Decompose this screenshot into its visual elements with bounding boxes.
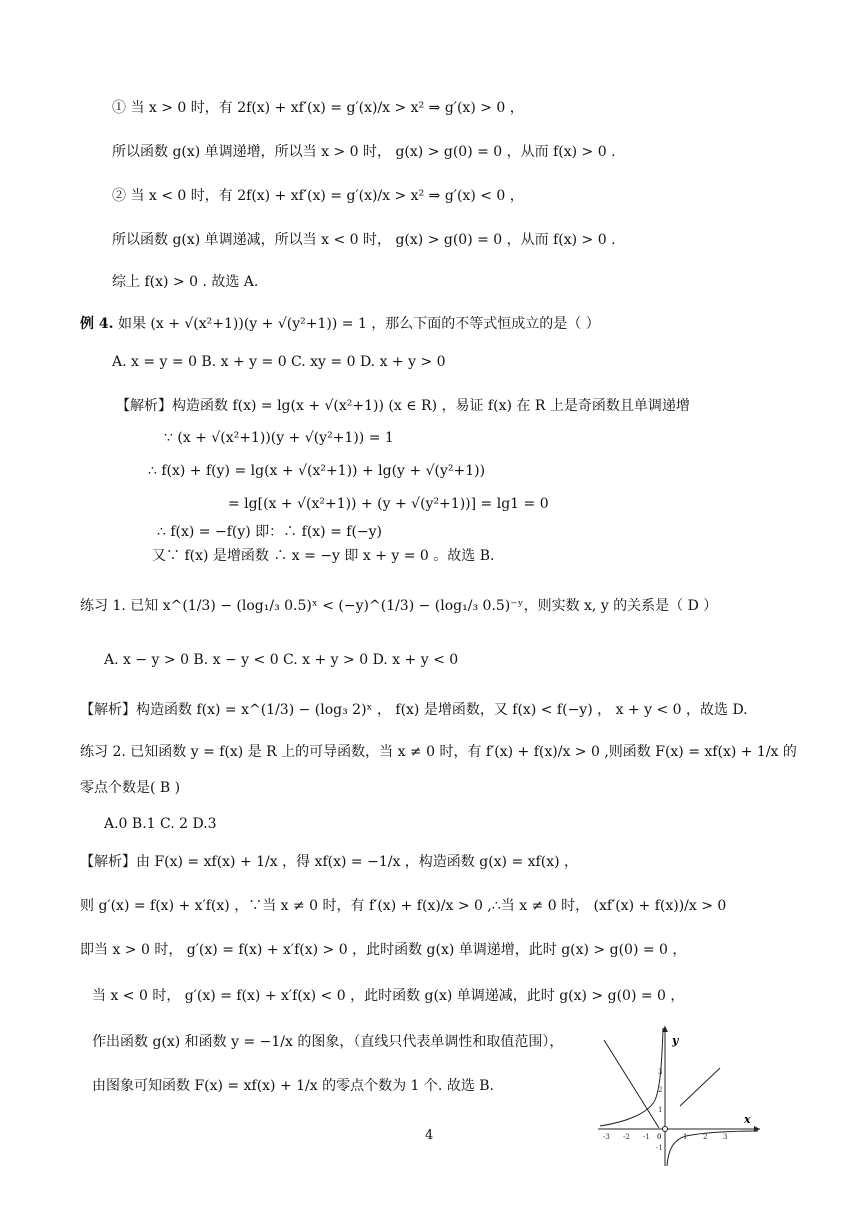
text-content: 又∵ f(x) 是增函数 ∴ x = −y 即 x + y = 0 。故选 B.	[152, 548, 495, 564]
x-tick-label: -2	[623, 1133, 630, 1141]
origin-open-point	[663, 1127, 668, 1132]
text-line	[116, 396, 690, 416]
text-line	[92, 1032, 563, 1052]
text-content: 【解析】构造函数 f(x) = x^(1/3) − (log₃ 2)ˣ ， f(x) 是增函数，又 f(x) < f(−y) ， x + y < 0 ，故选 D.	[80, 702, 748, 718]
text-content: 练习 1. 已知 x^(1/3) − (log₁/₃ 0.5)ˣ < (−y)^(1/3) − (log₁/₃ 0.5)⁻ʸ，则实数 x, y 的关系是（ D ）	[80, 598, 718, 614]
text-line	[157, 522, 382, 542]
text-content: 【解析】构造函数 f(x) = lg(x + √(x²+1)) (x ∈ R) ，易证 f(x) 在 R 上是奇函数且单调递增	[116, 398, 690, 414]
text-content: 当 x < 0 时， g′(x) = f(x) + x′f(x) < 0 ，此时函数 g(x) 单调递减，此时 g(x) > g(0) = 0 ，	[92, 988, 685, 1004]
text-content: A.0 B.1 C. 2 D.3	[104, 816, 217, 832]
text-line	[80, 596, 717, 616]
text-content: ② 当 x < 0 时，有 2f(x) + xf′(x) = g′(x)/x > x² ⇒ g′(x) < 0 ，	[112, 188, 524, 204]
increasing-line	[680, 1068, 720, 1106]
text-line	[80, 778, 180, 798]
text-line	[112, 272, 258, 292]
text-content: 即当 x > 0 时， g′(x) = f(x) + x′f(x) > 0 ，此时函数 g(x) 单调递增，此时 g(x) > g(0) = 0 ，	[80, 942, 687, 958]
x-axis-label: x	[744, 1113, 751, 1126]
text-line	[112, 352, 446, 372]
text-line	[164, 428, 394, 448]
text-line	[228, 494, 549, 514]
text-content: ∴ f(x) = −f(y) 即：∴ f(x) = f(−y)	[157, 524, 383, 540]
text-content: 所以函数 g(x) 单调递增，所以当 x > 0 时， g(x) > g(0) = 0 ，从而 f(x) > 0 .	[112, 144, 616, 160]
y-tick-label: -1	[656, 1144, 663, 1152]
example-label: 例 4.	[80, 316, 114, 332]
text-content: 练习 2. 已知函数 y = f(x) 是 R 上的可导函数，当 x ≠ 0 时，有 f′(x) + f(x)/x > 0 ,则函数 F(x) = xf(x) + 1/x 的	[80, 744, 797, 760]
text-line	[112, 186, 524, 206]
text-content: A. x − y > 0 B. x − y < 0 C. x + y > 0 D. x + y < 0	[104, 652, 459, 668]
text-content: 所以函数 g(x) 单调递减，所以当 x < 0 时， g(x) > g(0) = 0 ，从而 f(x) > 0 .	[112, 232, 616, 248]
text-content: 则 g′(x) = f(x) + x′f(x) ，∵当 x ≠ 0 时，有 f′(x) + f(x)/x > 0 ,∴当 x ≠ 0 时， (xf′(x) + f(x))/x > 0	[80, 898, 727, 914]
x-tick-label: 1	[683, 1133, 688, 1141]
decreasing-line	[604, 1040, 659, 1128]
text-content: ① 当 x > 0 时，有 2f(x) + xf′(x) = g′(x)/x > x² ⇒ g′(x) > 0 ，	[112, 100, 524, 116]
text-content: = lg[(x + √(x²+1)) + (y + √(y²+1))] = lg1 = 0	[228, 496, 549, 512]
function-graph	[596, 1022, 762, 1168]
y-tick-label: 1	[658, 1106, 663, 1114]
text-line	[104, 814, 217, 834]
text-line	[112, 142, 616, 162]
text-line	[80, 314, 600, 334]
x-tick-label: -1	[643, 1133, 650, 1141]
text-line	[92, 1076, 494, 1096]
text-content: A. x = y = 0 B. x + y = 0 C. xy = 0 D. x + y > 0	[112, 354, 446, 370]
y-axis-label: y	[672, 1034, 679, 1047]
text-line	[80, 742, 797, 762]
text-content: ∴ f(x) + f(y) = lg(x + √(x²+1)) + lg(y + √(y²+1))	[148, 463, 486, 479]
text-content: ∵ (x + √(x²+1))(y + √(y²+1)) = 1	[164, 430, 394, 446]
text-content: 由图象可知函数 F(x) = xf(x) + 1/x 的零点个数为 1 个. 故选 B.	[92, 1078, 495, 1094]
text-line	[112, 230, 616, 250]
text-line	[80, 700, 748, 720]
y-tick-label: 3	[658, 1068, 663, 1076]
x-tick-label: 2	[703, 1133, 708, 1141]
text-content: 作出函数 g(x) 和函数 y = −1/x 的图象，（直线只代表单调性和取值范围），	[92, 1034, 564, 1050]
text-line	[152, 546, 494, 566]
origin-label: 0	[657, 1133, 662, 1141]
text-content: 零点个数是( B )	[80, 780, 181, 796]
text-content: 【解析】由 F(x) = xf(x) + 1/x ，得 xf(x) = −1/x ，构造函数 g(x) = xf(x) ，	[80, 854, 578, 870]
text-line	[80, 940, 686, 960]
text-content: 如果 (x + √(x²+1))(y + √(y²+1)) = 1 ，那么下面的不等式恒成立的是（ ）	[113, 316, 600, 332]
x-tick-label: 3	[723, 1133, 728, 1141]
y-tick-label: 2	[658, 1086, 663, 1094]
text-content: 综上 f(x) > 0 . 故选 A.	[112, 274, 259, 290]
page-number: 4	[425, 1128, 434, 1143]
text-line	[104, 650, 458, 670]
hyperbola-left-branch	[600, 1028, 663, 1126]
text-line	[92, 986, 684, 1006]
hyperbola-right-branch	[667, 1131, 758, 1166]
text-line	[80, 852, 578, 872]
text-line	[80, 896, 726, 916]
x-tick-label: -3	[603, 1133, 610, 1141]
text-line	[112, 98, 524, 118]
text-line	[148, 461, 485, 481]
